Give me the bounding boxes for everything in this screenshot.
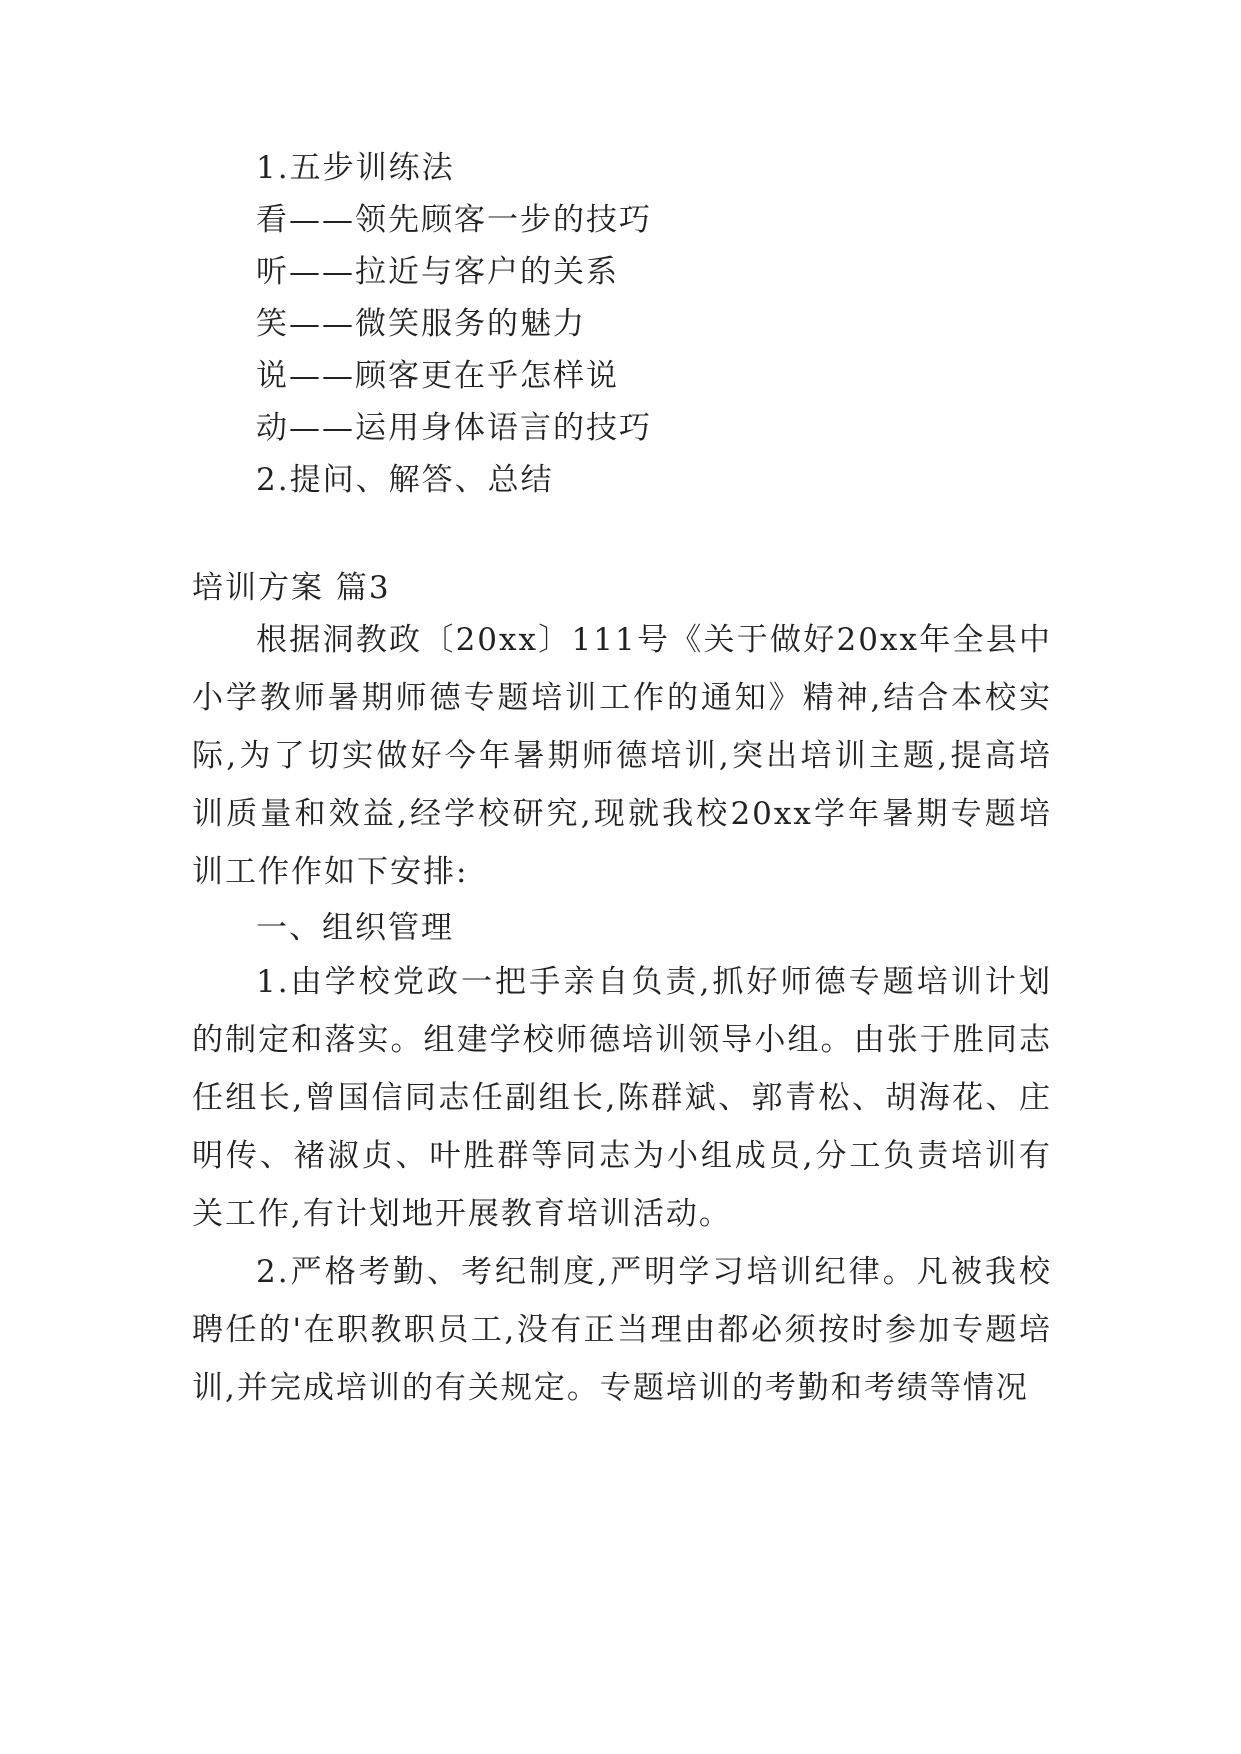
list-item: 看——领先顾客一步的技巧	[256, 202, 652, 238]
list-item: 笑——微笑服务的魅力	[256, 306, 586, 342]
paragraph-1: 1.由学校党政一把手亲自负责,抓好师德专题培训计划的制定和落实。组建学校师德培训领导小组。由张于胜同志任组长,曾国信同志任副组长,陈群斌、郭青松、胡海花、庄明传、褚淑贞、叶胜群等同志为小组成员,分工负责培训有关工作,有计划地开展教育培训活动。	[192, 964, 1052, 1232]
paragraph-2: 2.严格考勤、考纪制度,严明学习培训纪律。凡被我校聘任的'在职教职员工,没有正当理由都必须按时参加专题培训,并完成培训的有关规定。专题培训的考勤和考绩等情况	[192, 1254, 1052, 1406]
intro-paragraph: 根据洞教政〔20xx〕111号《关于做好20xx年全县中小学教师暑期师德专题培训工作的通知》精神,结合本校实际,为了切实做好今年暑期师德培训,突出培训主题,提高培训质量和效益,经学校研究,现就我校20xx学年暑期专题培训工作作如下安排:	[192, 622, 1052, 890]
list-item: 动——运用身体语言的技巧	[256, 410, 652, 446]
list-item: 1.五步训练法	[256, 150, 455, 186]
list-item: 说——顾客更在乎怎样说	[256, 358, 619, 394]
list-item: 2.提问、解答、总结	[256, 462, 554, 498]
section-title: 培训方案 篇3	[192, 570, 391, 606]
list-item: 听——拉近与客户的关系	[256, 254, 619, 290]
subheading: 一、组织管理	[256, 910, 454, 946]
